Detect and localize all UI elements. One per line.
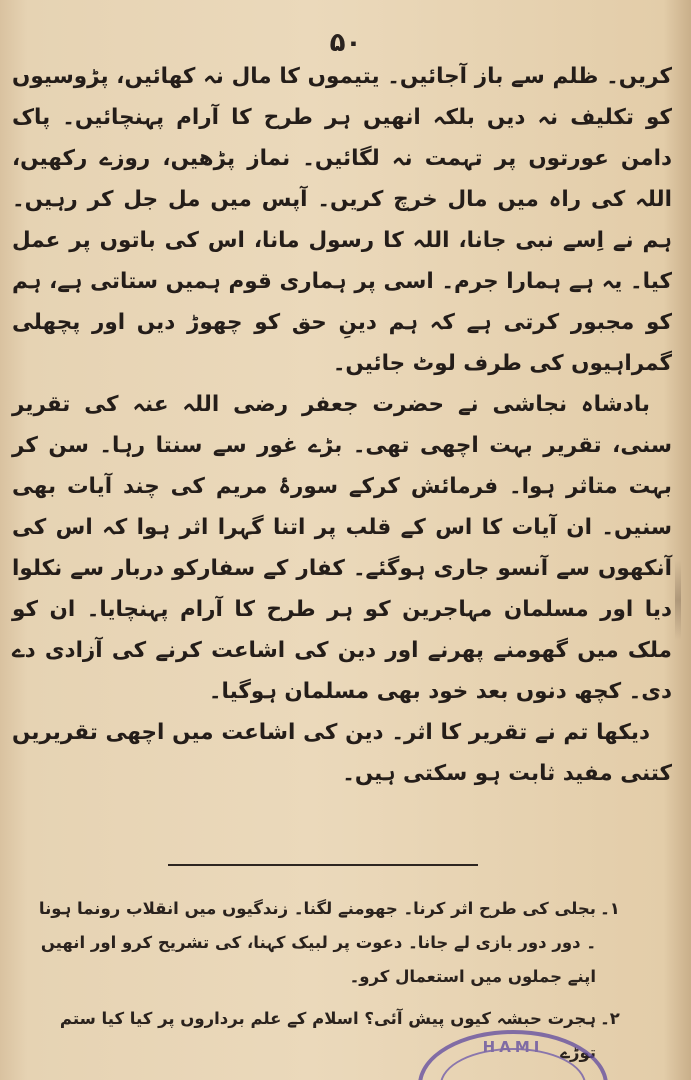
stamp-text: HAMI: [482, 1038, 544, 1056]
main-text: [12, 56, 672, 794]
footnote-number: ۱۔: [600, 899, 620, 918]
page-number: ۵۰: [329, 28, 362, 58]
paragraph-conclusion: دیکھا تم نے تقریر کا اثر۔ دین کی اشاعت میں اچھی تقریریں کتنی مفید ثابت ہو سکتی ہیں۔: [12, 720, 672, 786]
footnote-item: [24, 892, 624, 994]
paragraph-speech: کریں۔ ظلم سے باز آجائیں۔ یتیموں کا مال نہ کھائیں، پڑوسیوں کو تکلیف نہ دیں بلکہ انھیں ہر طرح کا آرام پہنچائیں۔ پاک دامن عورتوں پر تہمت نہ لگائیں۔ نماز پڑھیں، روزے رکھیں، اللہ کی راہ میں مال خرچ کریں۔ آپس میں مل جل کر رہیں۔ ہم نے اِسے نبی جانا، اللہ کا رسول مانا، اس کی باتوں پر عمل کیا۔ یہ ہے ہمارا جرم۔ اسی پر ہماری قوم ہمیں ستاتی ہے، ہم کو مجبور کرتی ہے کہ ہم دینِ حق کو چھوڑ دیں اور پچھلی گمراہیوں کی طرف لوٹ جائیں۔: [12, 64, 672, 376]
footnote-text: بجلی کی طرح اثر کرنا۔ جھومنے لگنا۔ زندگیوں میں انقلاب رونما ہونا ۔ دور دور بازی لے جانا۔ دعوت پر لبیک کہنا، کی تشریح کرو اور انھیں اپنے جملوں میں استعمال کرو۔: [38, 899, 596, 986]
footnote-divider: [168, 864, 478, 866]
paragraph-najashi: بادشاہ نجاشی نے حضرت جعفر رضی اللہ عنہ کی تقریر سنی، تقریر بہت اچھی تھی۔ بڑے غور سے سنتا رہا۔ سن کر بہت متاثر ہوا۔ فرمائش کرکے سورۂ مریم کی چند آیات بھی سنیں۔ ان آیات کا اس کے قلب پر اتنا گہرا اثر ہوا کہ اس کی آنکھوں سے آنسو جاری ہوگئے۔ کفار کے سفارکو دربار سے نکلوا دیا اور مسلمان مہاجرین کو ہر طرح کا آرام پہنچایا۔ ان کو ملک میں گھومنے پھرنے اور دین کی اشاعت کرنے کی آزادی دے دی۔ کچھ دنوں بعد خود بھی مسلمان ہوگیا۔: [12, 392, 672, 704]
page-edge-shadow: [675, 560, 681, 640]
footnote-text: ہجرت حبشہ کیوں پیش آئی؟ اسلام کے علم برداروں پر کیا کیا ستم توڑے: [59, 1009, 596, 1062]
library-stamp: [418, 1030, 608, 1080]
footnote-number: ۲۔: [600, 1009, 620, 1028]
